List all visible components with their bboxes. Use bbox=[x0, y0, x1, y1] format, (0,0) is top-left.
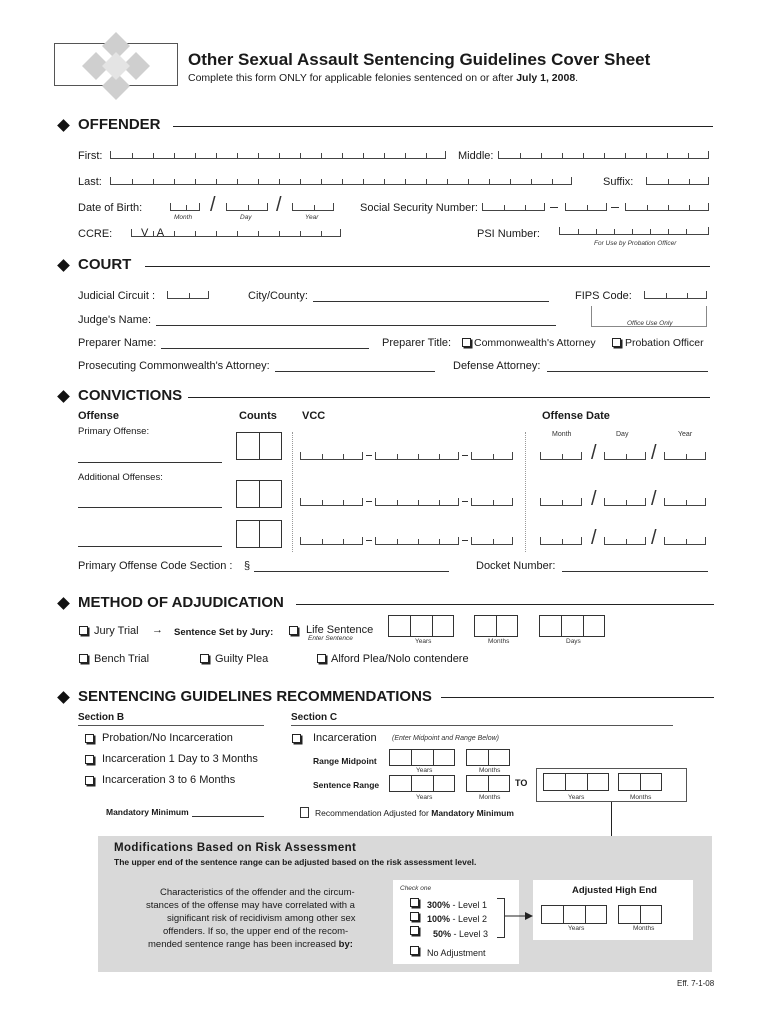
prosecuting-field[interactable] bbox=[275, 371, 435, 372]
risk-text-line5-bold: by: bbox=[338, 939, 353, 950]
level2-text: - Level 2 bbox=[450, 914, 488, 924]
offense-date-month[interactable] bbox=[540, 537, 582, 545]
ccre-label: CCRE: bbox=[78, 228, 113, 240]
incarceration-6mo-checkbox[interactable] bbox=[85, 776, 94, 785]
dob-day-caption: Day bbox=[240, 214, 252, 221]
code-section-field[interactable] bbox=[254, 571, 449, 572]
probation-officer-checkbox[interactable] bbox=[612, 338, 621, 347]
subtitle-date: July 1, 2008 bbox=[516, 72, 576, 84]
months-caption: Months bbox=[479, 794, 501, 801]
dob-day-field[interactable] bbox=[226, 203, 268, 211]
ssn-part3-field[interactable] bbox=[625, 203, 709, 211]
offense-date-year[interactable] bbox=[664, 537, 706, 545]
code-section-label: Primary Offense Code Section : bbox=[78, 560, 233, 572]
jury-trial-checkbox[interactable] bbox=[79, 626, 88, 635]
judge-label: Judge's Name: bbox=[78, 314, 152, 326]
vcc-part1-field[interactable] bbox=[300, 452, 363, 460]
years-caption: Years bbox=[568, 794, 585, 801]
date-slash: / bbox=[210, 194, 216, 216]
middle-name-field[interactable] bbox=[498, 151, 709, 159]
suffix-field[interactable] bbox=[646, 177, 709, 185]
dob-month-caption: Month bbox=[174, 214, 193, 221]
risk-text-line1: Characteristics of the offender and the circum- bbox=[160, 887, 355, 898]
judicial-circuit-field[interactable] bbox=[167, 291, 209, 299]
vcc-dash bbox=[462, 540, 468, 541]
ssn-part1-field[interactable] bbox=[482, 203, 545, 211]
ccre-prefix: V A bbox=[141, 227, 168, 239]
preparer-label: Preparer Name: bbox=[78, 337, 157, 349]
level1-text: - Level 1 bbox=[450, 900, 488, 910]
defense-field[interactable] bbox=[547, 371, 708, 372]
alford-plea-checkbox[interactable] bbox=[317, 654, 326, 663]
vcc-part2-field[interactable] bbox=[375, 498, 459, 506]
years-caption: Years bbox=[415, 638, 432, 645]
docket-field[interactable] bbox=[562, 571, 708, 572]
effective-date: Eff. 7-1-08 bbox=[677, 979, 715, 988]
dob-year-caption: Year bbox=[305, 214, 319, 221]
section-c-header: Section C bbox=[291, 712, 338, 723]
risk-subtitle: The upper end of the sentence range can be adjusted based on the risk assessment level. bbox=[114, 857, 477, 867]
defense-label: Defense Attorney: bbox=[453, 360, 541, 372]
level1-checkbox[interactable] bbox=[410, 898, 419, 907]
bench-trial-label: Bench Trial bbox=[94, 653, 150, 665]
primary-offense-label: Primary Offense: bbox=[78, 426, 150, 437]
court-heading: COURT bbox=[78, 256, 132, 273]
counts-col-header: Counts bbox=[239, 410, 277, 422]
cwa-option-label: Commonwealth's Attorney bbox=[474, 337, 596, 349]
section-rule bbox=[441, 697, 714, 698]
years-caption: Years bbox=[568, 925, 585, 932]
vcc-divider bbox=[292, 432, 293, 552]
years-caption: Years bbox=[416, 767, 433, 774]
incarceration-6mo-label: Incarceration 3 to 6 Months bbox=[102, 774, 236, 786]
section-rule bbox=[173, 126, 713, 127]
vcc-dash bbox=[366, 540, 372, 541]
date-slash: / bbox=[276, 194, 282, 216]
recommendations-heading: SENTENCING GUIDELINES RECOMMENDATIONS bbox=[78, 688, 432, 705]
dob-label: Date of Birth: bbox=[78, 202, 143, 214]
preparer-title-label: Preparer Title: bbox=[382, 337, 452, 349]
range-midpoint-label: Range Midpoint bbox=[313, 756, 377, 766]
offense-col-header: Offense bbox=[78, 410, 119, 422]
adjusted-checkbox[interactable] bbox=[300, 807, 309, 818]
psi-field[interactable] bbox=[559, 227, 709, 235]
levels-bracket bbox=[497, 898, 505, 938]
jury-months-field[interactable] bbox=[474, 615, 518, 637]
no-adjustment-checkbox[interactable] bbox=[410, 946, 419, 955]
adjusted-bold: Mandatory Minimum bbox=[431, 808, 514, 818]
offense-date-day[interactable] bbox=[604, 452, 646, 460]
risk-title: Modifications Based on Risk Assessment bbox=[114, 842, 357, 854]
dob-year-field[interactable] bbox=[292, 203, 334, 211]
section-rule bbox=[188, 397, 710, 398]
risk-text-line5 bbox=[148, 938, 353, 951]
incarceration-c-label: Incarceration bbox=[313, 732, 377, 744]
level3-pct: 50% bbox=[433, 929, 452, 939]
section-bullet-icon bbox=[57, 390, 70, 403]
incarceration-3mo-checkbox[interactable] bbox=[85, 755, 94, 764]
risk-text-line2: stances of the offense may have correlated with a bbox=[146, 900, 355, 911]
offense-date-year[interactable] bbox=[664, 452, 706, 460]
life-sentence-checkbox[interactable] bbox=[289, 626, 298, 635]
risk-text-line5-main: mended sentence range has been increased bbox=[148, 939, 339, 950]
vcc-part2-field[interactable] bbox=[375, 537, 459, 545]
vcc-dash bbox=[366, 455, 372, 456]
incarceration-3mo-label: Incarceration 1 Day to 3 Months bbox=[102, 753, 258, 765]
offense-date-month[interactable] bbox=[540, 452, 582, 460]
ssn-dash bbox=[550, 207, 558, 208]
level1-label bbox=[427, 899, 487, 912]
vcc-part2-field[interactable] bbox=[375, 452, 459, 460]
logo-diamonds-icon bbox=[78, 30, 154, 102]
suffix-label: Suffix: bbox=[603, 176, 634, 188]
days-caption: Days bbox=[566, 638, 581, 645]
vcc-part3-field[interactable] bbox=[471, 452, 513, 460]
counts-field[interactable] bbox=[236, 520, 282, 548]
section-b-rule bbox=[78, 725, 264, 726]
section-rule bbox=[296, 604, 714, 605]
section-bullet-icon bbox=[57, 691, 70, 704]
ccre-field[interactable] bbox=[131, 229, 341, 237]
office-use-note: Office Use Only bbox=[627, 320, 673, 327]
level2-label bbox=[427, 913, 487, 926]
mandatory-min-field[interactable] bbox=[192, 816, 264, 817]
years-caption: Years bbox=[416, 794, 433, 801]
vcc-col-header: VCC bbox=[302, 410, 326, 422]
adjusted-months-field[interactable] bbox=[618, 905, 662, 924]
mandatory-min-label: Mandatory Minimum bbox=[106, 807, 189, 817]
year-caption: Year bbox=[678, 431, 693, 438]
page-subtitle bbox=[188, 72, 578, 85]
level1-pct: 300% bbox=[427, 900, 451, 910]
probation-label: Probation/No Incarceration bbox=[102, 732, 233, 744]
midpoint-months-field[interactable] bbox=[466, 749, 510, 766]
psi-note: For Use by Probation Officer bbox=[594, 240, 677, 247]
vcc-part1-field[interactable] bbox=[300, 498, 363, 506]
check-one-note: Check one bbox=[400, 885, 432, 892]
jury-trial-label: Jury Trial bbox=[94, 625, 139, 637]
vcc-part3-field[interactable] bbox=[471, 498, 513, 506]
arrow-right-icon: → bbox=[152, 624, 163, 636]
date-slash: / bbox=[651, 527, 657, 549]
probation-checkbox[interactable] bbox=[85, 734, 94, 743]
midpoint-years-field[interactable] bbox=[389, 749, 455, 766]
ssn-label: Social Security Number: bbox=[360, 202, 478, 214]
offense-date-day[interactable] bbox=[604, 498, 646, 506]
months-caption: Months bbox=[479, 767, 501, 774]
section-bullet-icon bbox=[57, 259, 70, 272]
docket-label: Docket Number: bbox=[476, 560, 556, 572]
offense-field[interactable] bbox=[78, 546, 222, 547]
fips-label: FIPS Code: bbox=[575, 290, 632, 302]
range-high-months-field[interactable] bbox=[618, 773, 662, 791]
no-adjustment-label: No Adjustment bbox=[427, 948, 486, 958]
subtitle-suffix: . bbox=[575, 72, 579, 84]
date-slash: / bbox=[651, 488, 657, 510]
set-by-jury-label: Sentence Set by Jury: bbox=[174, 627, 274, 638]
guilty-plea-label: Guilty Plea bbox=[215, 653, 269, 665]
range-high-years-field[interactable] bbox=[543, 773, 609, 791]
to-label: TO bbox=[515, 778, 528, 788]
city-county-field[interactable] bbox=[313, 301, 549, 302]
offense-field[interactable] bbox=[78, 507, 222, 508]
months-caption: Months bbox=[488, 638, 510, 645]
ssn-dash bbox=[611, 207, 619, 208]
range-low-months-field[interactable] bbox=[466, 775, 510, 792]
date-slash: / bbox=[651, 442, 657, 464]
life-sentence-label: Life Sentence bbox=[306, 624, 374, 636]
section-bullet-icon bbox=[57, 597, 70, 610]
guilty-plea-checkbox[interactable] bbox=[200, 654, 209, 663]
level2-pct: 100% bbox=[427, 914, 451, 924]
counts-field[interactable] bbox=[236, 432, 282, 460]
sentence-range-label: Sentence Range bbox=[313, 780, 380, 790]
additional-offenses-label: Additional Offenses: bbox=[78, 472, 163, 483]
section-symbol: § bbox=[244, 560, 251, 572]
middle-label: Middle: bbox=[458, 150, 494, 162]
first-label: First: bbox=[78, 150, 103, 162]
subtitle-prefix: Complete this form ONLY for applicable felonies sentenced on or after bbox=[188, 72, 517, 84]
risk-text-line3: significant risk of recidivism among other sex bbox=[167, 913, 356, 924]
preparer-field[interactable] bbox=[161, 348, 369, 349]
section-b-header: Section B bbox=[78, 712, 125, 723]
risk-text-line4: offenders. If so, the upper end of the recom- bbox=[163, 926, 349, 937]
adjusted-prefix: Recommendation Adjusted for bbox=[315, 808, 432, 818]
offense-field[interactable] bbox=[78, 462, 222, 463]
prosecuting-label: Prosecuting Commonwealth's Attorney: bbox=[78, 360, 270, 372]
level3-text: - Level 3 bbox=[451, 929, 489, 939]
section-c-rule bbox=[291, 725, 673, 726]
month-caption: Month bbox=[552, 431, 572, 438]
psi-label: PSI Number: bbox=[477, 228, 540, 240]
offender-heading: OFFENDER bbox=[78, 116, 161, 133]
adjusted-years-field[interactable] bbox=[541, 905, 607, 924]
incarceration-c-checkbox[interactable] bbox=[292, 734, 301, 743]
counts-field[interactable] bbox=[236, 480, 282, 508]
dob-month-field[interactable] bbox=[170, 203, 200, 211]
months-caption: Months bbox=[630, 794, 652, 801]
jury-days-field[interactable] bbox=[539, 615, 605, 637]
level3-checkbox[interactable] bbox=[410, 926, 419, 935]
first-name-field[interactable] bbox=[110, 151, 446, 159]
date-slash: / bbox=[591, 527, 597, 549]
section-bullet-icon bbox=[57, 119, 70, 132]
midpoint-range-note: (Enter Midpoint and Range Below) bbox=[392, 735, 500, 742]
months-caption: Months bbox=[633, 925, 655, 932]
cwa-checkbox[interactable] bbox=[462, 338, 471, 347]
level2-checkbox[interactable] bbox=[410, 912, 419, 921]
section-rule bbox=[145, 266, 710, 267]
bench-trial-checkbox[interactable] bbox=[79, 654, 88, 663]
vcc-dash bbox=[462, 501, 468, 502]
judicial-circuit-label: Judicial Circuit : bbox=[78, 290, 156, 302]
convictions-heading: CONVICTIONS bbox=[78, 387, 183, 404]
vcc-dash bbox=[462, 455, 468, 456]
fips-field[interactable] bbox=[644, 291, 707, 299]
arrow-right-icon bbox=[505, 911, 533, 921]
enter-sentence-note: Enter Sentence bbox=[308, 635, 353, 642]
last-label: Last: bbox=[78, 176, 102, 188]
offense-date-day[interactable] bbox=[604, 537, 646, 545]
range-low-years-field[interactable] bbox=[389, 775, 455, 792]
offense-date-month[interactable] bbox=[540, 498, 582, 506]
date-divider bbox=[525, 432, 526, 552]
date-slash: / bbox=[591, 488, 597, 510]
ssn-part2-field[interactable] bbox=[565, 203, 607, 211]
date-slash: / bbox=[591, 442, 597, 464]
vcc-part3-field[interactable] bbox=[471, 537, 513, 545]
judge-field[interactable] bbox=[156, 325, 556, 326]
vcc-part1-field[interactable] bbox=[300, 537, 363, 545]
day-caption: Day bbox=[616, 431, 629, 438]
adjusted-label bbox=[315, 807, 514, 820]
offense-date-col-header: Offense Date bbox=[542, 410, 610, 422]
level3-label bbox=[433, 928, 488, 941]
adjudication-heading: METHOD OF ADJUDICATION bbox=[78, 594, 284, 611]
adjusted-high-end-label: Adjusted High End bbox=[572, 885, 657, 896]
vcc-dash bbox=[366, 501, 372, 502]
jury-years-field[interactable] bbox=[388, 615, 454, 637]
city-county-label: City/County: bbox=[248, 290, 308, 302]
offense-date-year[interactable] bbox=[664, 498, 706, 506]
last-name-field[interactable] bbox=[110, 177, 572, 185]
po-option-label: Probation Officer bbox=[625, 337, 704, 349]
alford-plea-label: Alford Plea/Nolo contendere bbox=[331, 653, 469, 665]
page-title: Other Sexual Assault Sentencing Guidelines Cover Sheet bbox=[188, 50, 651, 69]
